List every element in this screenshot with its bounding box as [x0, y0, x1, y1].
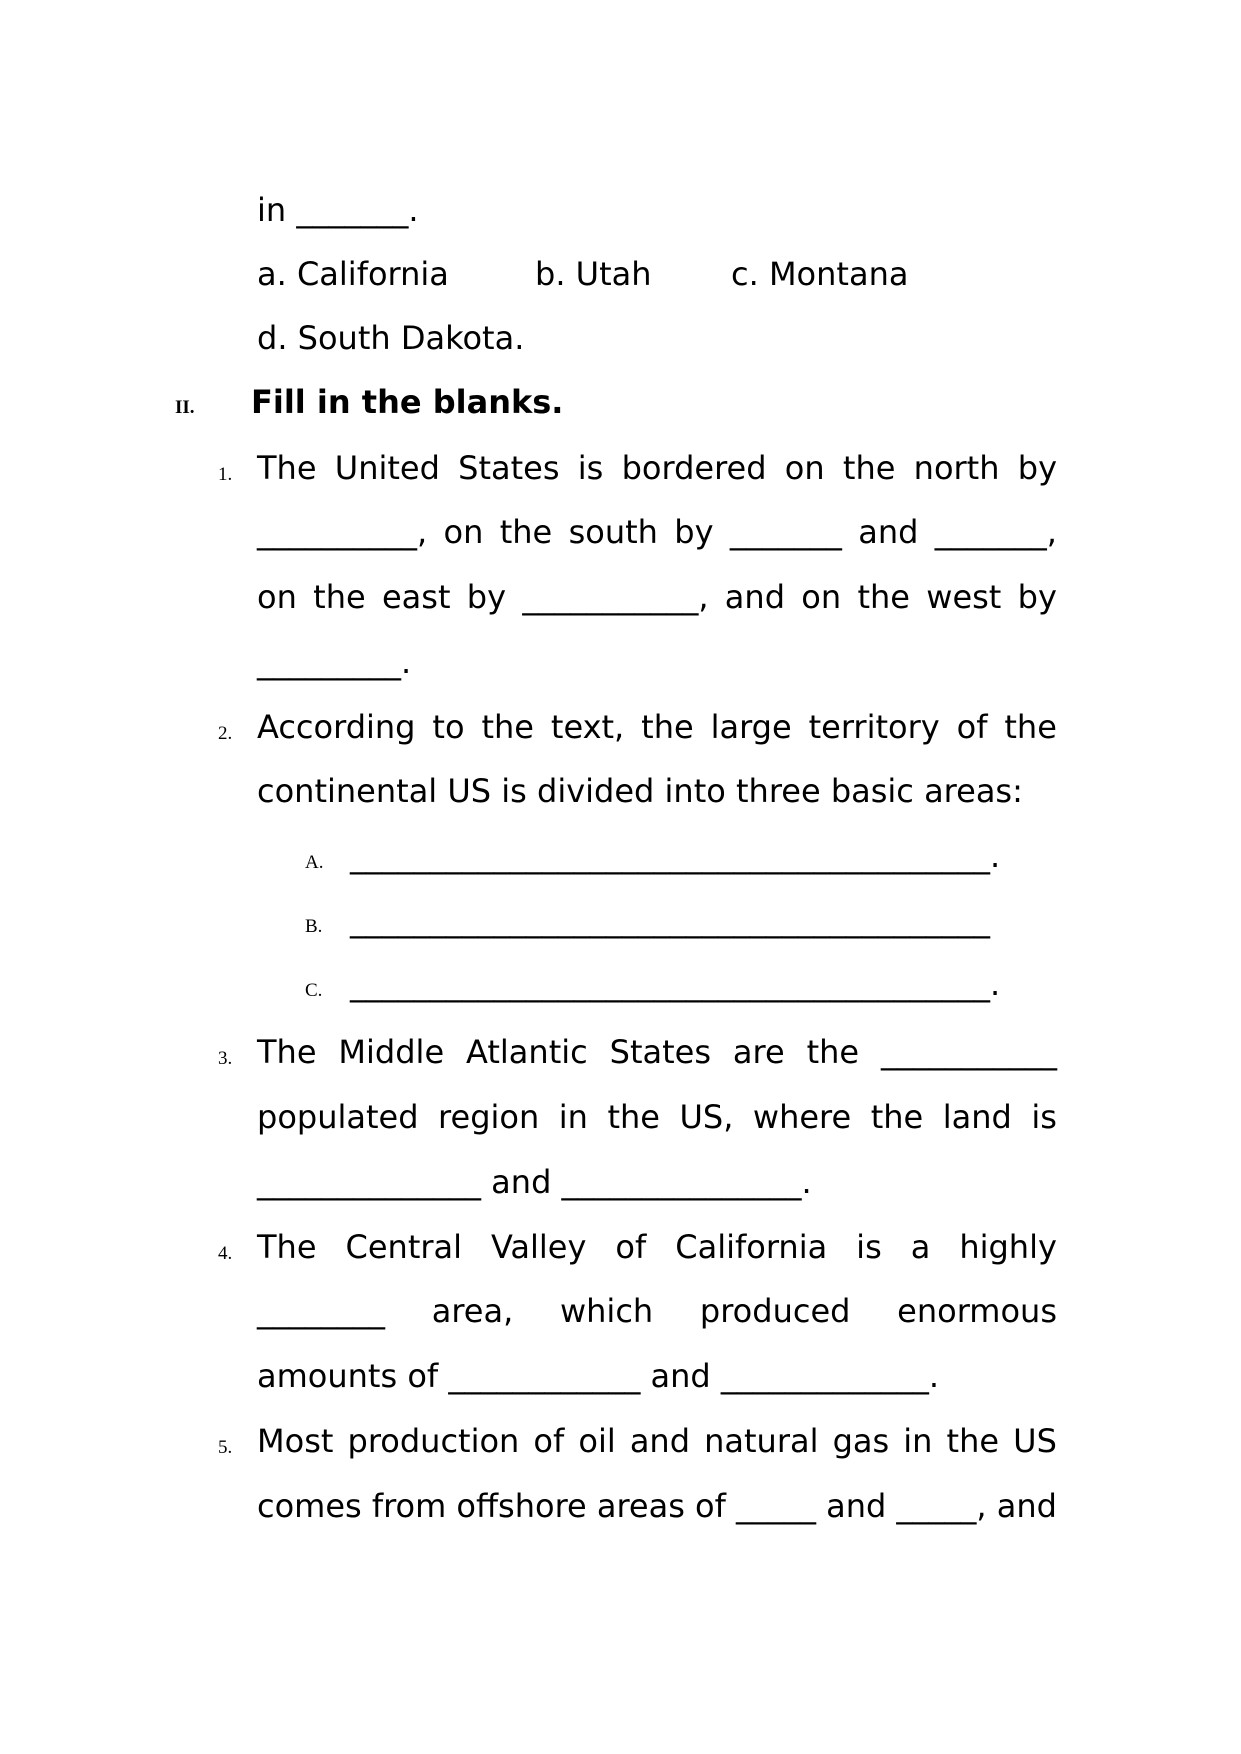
word: the [857, 578, 910, 616]
item-4-line-1 [257, 1227, 1057, 1267]
item-3-line-1 [257, 1032, 1057, 1072]
word: offshore [456, 1487, 587, 1525]
word: west [926, 578, 1002, 616]
word: from [371, 1487, 447, 1525]
word: oil [578, 1422, 616, 1460]
word: the [946, 1422, 1000, 1460]
word: natural [704, 1422, 819, 1460]
word: _______ [729, 513, 842, 551]
word: where [752, 1098, 852, 1136]
subitem-b-label: B. [305, 916, 323, 937]
word: US [1013, 1422, 1057, 1460]
word: the [806, 1033, 860, 1071]
word: comes [257, 1487, 362, 1525]
word: Central [345, 1228, 463, 1266]
word: the [313, 578, 366, 616]
word: enormous [897, 1292, 1057, 1330]
word: According [257, 708, 416, 746]
word: The [257, 1033, 317, 1071]
word: of [695, 1487, 726, 1525]
word: ________ [257, 1292, 385, 1330]
question-tail: in _______. [257, 191, 419, 229]
word: _____, [896, 1487, 987, 1525]
word: States [458, 449, 560, 487]
item-2-line-1 [257, 707, 1057, 747]
word: which [559, 1292, 654, 1330]
word: highly [959, 1228, 1057, 1266]
item-3-line-2 [257, 1097, 1057, 1137]
word: of [533, 1422, 565, 1460]
subitem-a-blank: ________________________________________. [350, 837, 1001, 875]
word: United [334, 449, 440, 487]
word: large [710, 708, 792, 746]
section-title: Fill in the blanks. [251, 383, 564, 421]
word: areas [596, 1487, 685, 1525]
word: States [609, 1033, 711, 1071]
word: Valley [491, 1228, 587, 1266]
word: the [842, 449, 896, 487]
word: and [858, 513, 919, 551]
item-5-line-2 [257, 1486, 1057, 1526]
subitem-c-label: C. [305, 980, 323, 1001]
word: and [629, 1422, 691, 1460]
word: by [1017, 449, 1057, 487]
word: US, [679, 1098, 734, 1136]
word: and [826, 1487, 887, 1525]
word: on [257, 578, 297, 616]
word: ___________ [880, 1033, 1057, 1071]
word: _______, [934, 513, 1057, 551]
word: on [784, 449, 825, 487]
word: the [1004, 708, 1057, 746]
word: on [443, 513, 484, 551]
option-c: c. Montana [731, 255, 909, 293]
item-2-line-2: continental US is divided into three basic areas: [257, 772, 1023, 810]
item-5-number: 5. [218, 1437, 233, 1458]
word: east [381, 578, 451, 616]
word: by [466, 578, 507, 616]
word: California [675, 1228, 828, 1266]
word: is [577, 449, 604, 487]
word: production [347, 1422, 520, 1460]
word: the [481, 708, 534, 746]
subitem-a-label: A. [305, 852, 324, 873]
item-3-line-3: ______________ and _______________. [257, 1163, 812, 1201]
item-3-number: 3. [218, 1048, 233, 1069]
word: ___________, [522, 578, 709, 616]
word: region [438, 1098, 540, 1136]
word: the [870, 1098, 924, 1136]
word: north [913, 449, 1000, 487]
item-5-line-1 [257, 1421, 1057, 1461]
word: _____ [735, 1487, 816, 1525]
word: is [1031, 1098, 1057, 1136]
word: to [432, 708, 465, 746]
item-1-line-2 [257, 512, 1057, 552]
word: by [674, 513, 714, 551]
option-b: b. Utah [535, 255, 652, 293]
word: the [607, 1098, 660, 1136]
item-2-number: 2. [218, 723, 233, 744]
word: in [558, 1098, 588, 1136]
word: the [641, 708, 694, 746]
option-a: a. California [257, 255, 449, 293]
word: populated [257, 1098, 419, 1136]
word: in [903, 1422, 933, 1460]
item-1-line-1 [257, 448, 1057, 488]
section-numeral: II. [175, 397, 195, 418]
option-d: d. South Dakota. [257, 319, 525, 357]
word: is [856, 1228, 882, 1266]
word: a [910, 1228, 931, 1266]
word: are [732, 1033, 785, 1071]
word: produced [699, 1292, 851, 1330]
word: and [724, 578, 785, 616]
word: the [499, 513, 553, 551]
item-4-line-3: amounts of ____________ and _____________. [257, 1357, 940, 1395]
word: on [801, 578, 842, 616]
word: The [257, 1228, 317, 1266]
word: Middle [338, 1033, 445, 1071]
word: of [615, 1228, 647, 1266]
word: Most [257, 1422, 334, 1460]
subitem-c-blank: ________________________________________. [350, 965, 1001, 1003]
word: south [568, 513, 658, 551]
item-1-line-4: _________. [257, 643, 412, 681]
word: land [942, 1098, 1012, 1136]
word: area, [431, 1292, 514, 1330]
word: bordered [621, 449, 767, 487]
item-1-number: 1. [218, 464, 233, 485]
item-1-line-3 [257, 577, 1057, 617]
word: by [1017, 578, 1057, 616]
word: Atlantic [466, 1033, 588, 1071]
word: territory [808, 708, 940, 746]
word: and [996, 1487, 1057, 1525]
item-4-number: 4. [218, 1243, 233, 1264]
word: text, [550, 708, 625, 746]
word: __________, [257, 513, 428, 551]
word: of [956, 708, 988, 746]
subitem-b-blank: ________________________________________ [350, 901, 990, 939]
word: gas [832, 1422, 890, 1460]
word: The [257, 449, 317, 487]
item-4-line-2 [257, 1291, 1057, 1331]
